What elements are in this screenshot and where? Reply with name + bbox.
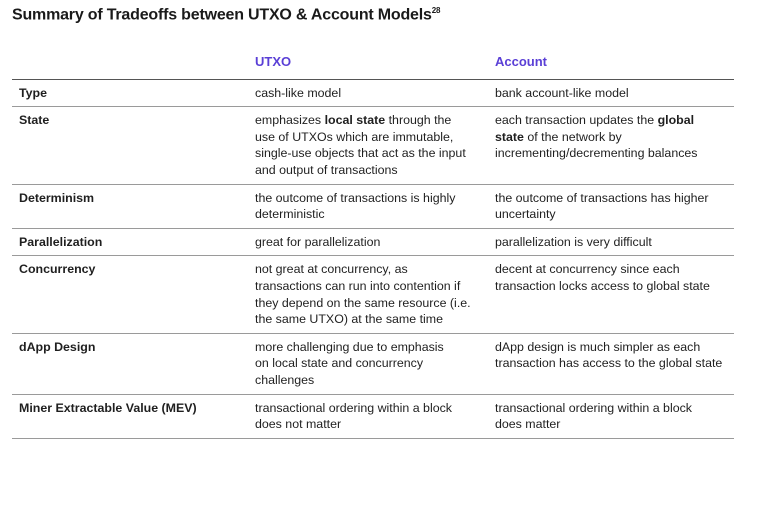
row-label-dapp-design: dApp Design bbox=[12, 333, 255, 394]
cell-utxo: transactional ordering within a block does not matter bbox=[255, 394, 495, 438]
page-title: Summary of Tradeoffs between UTXO & Account Models$^{28}$ bbox=[12, 6, 441, 24]
row-label-determinism: Determinism bbox=[12, 184, 255, 228]
table-header-row bbox=[12, 48, 734, 79]
table-row bbox=[12, 228, 734, 256]
cell-utxo: the outcome of transactions is highly deterministic bbox=[255, 184, 495, 228]
table-row bbox=[12, 184, 734, 228]
cell-account: parallelization is very difficult bbox=[495, 228, 734, 256]
table-row bbox=[12, 333, 734, 394]
cell-utxo: not great at concurrency, as transactions can run into contention if they depend on the same resource (i.e. the same UTXO) at the same time bbox=[255, 256, 495, 333]
row-label-type: Type bbox=[12, 79, 255, 107]
cell-utxo: more challenging due to emphasis on local state and concurrency challenges bbox=[255, 333, 495, 394]
cell-utxo: cash-like model bbox=[255, 79, 495, 107]
cell-account: dApp design is much simpler as each transaction has access to the global state bbox=[495, 333, 734, 394]
row-label-concurrency: Concurrency bbox=[12, 256, 255, 333]
cell-account: bank account-like model bbox=[495, 79, 734, 107]
row-label-state: State bbox=[12, 107, 255, 184]
emphasis-global-state: global state bbox=[495, 113, 695, 144]
cell-account: decent at concurrency since each transaction locks access to global state bbox=[495, 256, 734, 333]
emphasis-local-state: local state bbox=[324, 113, 386, 128]
header-account: Account bbox=[495, 48, 734, 79]
row-label-parallelization: Parallelization bbox=[12, 228, 255, 256]
header-empty bbox=[12, 48, 255, 79]
cell-utxo: great for parallelization bbox=[255, 228, 495, 256]
table-row bbox=[12, 394, 734, 438]
cell-account: the outcome of transactions has higher uncertainty bbox=[495, 184, 734, 228]
table-row bbox=[12, 79, 734, 107]
cell-account: transactional ordering within a block does matter bbox=[495, 394, 734, 438]
header-utxo: UTXO bbox=[255, 48, 495, 79]
table-row bbox=[12, 107, 734, 184]
row-label-mev: Miner Extractable Value (MEV) bbox=[12, 394, 255, 438]
cell-utxo: emphasizes local state through the use of UTXOs which are immutable, single-use objects that act as the input and output of transactions bbox=[255, 107, 495, 184]
table-row bbox=[12, 256, 734, 333]
footnote-ref: 28 bbox=[431, 6, 441, 15]
cell-account: each transaction updates the global state of the network by incrementing/decrementing balances bbox=[495, 107, 734, 184]
tradeoffs-table bbox=[12, 48, 734, 439]
